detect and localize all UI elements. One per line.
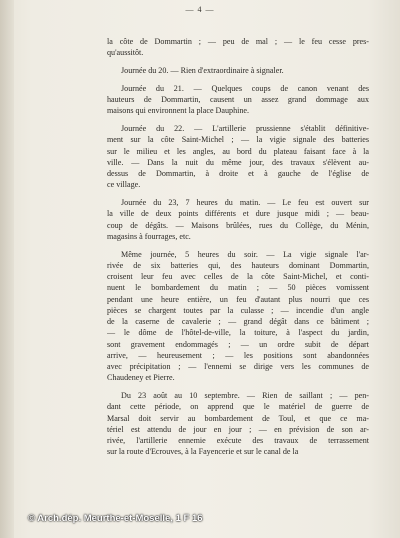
text-line: croisent leur feu avec celles de la côte Saint-Michel, et conti- bbox=[107, 272, 369, 281]
paragraph bbox=[107, 390, 369, 458]
text-line: arrive, — heureusement ; — les positions sont abandonnées bbox=[107, 350, 369, 360]
paragraph bbox=[107, 249, 369, 384]
text-line: ville. — Dans la nuit du même jour, des travaux s'élèvent au- bbox=[107, 157, 369, 167]
text-line: avec précipitation ; — l'ennemi se dirige vers les communes de bbox=[107, 362, 369, 371]
copyright-watermark: © Arch.dép. Meurthe-et-Moselle, 1 F 16 bbox=[28, 513, 203, 524]
text-line: rivée de six batteries qui, des hauteurs dominant Dommartin, bbox=[107, 260, 369, 270]
text-line: qu'aussitôt. bbox=[107, 48, 144, 58]
paragraph bbox=[107, 83, 369, 117]
text-line: Chaudeney et Pierre. bbox=[107, 373, 175, 383]
text-line: maisons qui environnent la place Dauphine. bbox=[107, 106, 250, 116]
text-line: la ville de deux points différents et dure jusque midi ; — beau- bbox=[107, 209, 369, 219]
text-line: la côte de Dommartin ; — peu de mal ; — le feu cesse pres- bbox=[107, 37, 369, 46]
text-line: dant cette période, on apprend que le matériel de guerre de bbox=[107, 402, 369, 412]
paragraph bbox=[107, 123, 369, 191]
page-number: — 4 — bbox=[185, 5, 215, 14]
text-line: Journée du 22. — L'artillerie prussienne s'établit définitive- bbox=[121, 124, 369, 133]
paragraph bbox=[107, 65, 369, 76]
text-line: — le dôme de l'hôtel-de-ville, la toiture, à l'aspect du jardin, bbox=[107, 328, 369, 338]
text-line: rivée, l'artillerie ennemie exécute des travaux de terrassement bbox=[107, 436, 369, 445]
text-line: pièces se chargent toutes par la culasse ; — incendie d'un angle bbox=[107, 305, 369, 315]
text-line: tériel est attendu de jour en jour ; — en prévision de son ar- bbox=[107, 424, 369, 434]
text-line: ment sur la côte Saint-Michel ; — la vigie signale des batteries bbox=[107, 135, 369, 145]
text-line: sont gravement endommagés ; — un ordre subit de départ bbox=[107, 339, 369, 349]
paragraph bbox=[107, 36, 369, 59]
text-line: Journée du 20. — Rien d'extraordinaire à signaler. bbox=[121, 66, 284, 75]
text-line: pendant une heure entière, un feu d'autant plus nourri que ces bbox=[107, 294, 369, 304]
text-line: Journée du 23, 7 heures du matin. — Le feu est ouvert sur bbox=[121, 198, 369, 207]
text-line: Du 23 août au 10 septembre. — Rien de saillant ; — pen- bbox=[121, 391, 369, 400]
text-line: magasins à fourrages, etc. bbox=[107, 231, 191, 241]
text-line: Même journée, 5 heures du soir. — La vigie signale l'ar- bbox=[121, 249, 369, 259]
text-line: dessus de Dommartin, à droite et à gauche de l'église de bbox=[107, 169, 369, 178]
text-line: sur la route d'Ecrouves, à la Fayencerie et sur le canal de la bbox=[107, 447, 299, 457]
page-edge-shadow bbox=[0, 0, 14, 538]
paragraph bbox=[107, 197, 369, 242]
text-line: ce village. bbox=[107, 180, 141, 190]
text-line: de la caserne de cavalerie ; — grand dégât dans ce bâtiment ; bbox=[107, 317, 369, 326]
body-text bbox=[107, 36, 369, 464]
text-line: coup de dégâts. — Maisons brûlées, rues du Collège, du Ménin, bbox=[107, 220, 369, 230]
text-line: Marsal doit servir au bombardement de Toul, et que ce ma- bbox=[107, 413, 369, 423]
text-line: nuent le bombardement du matin ; — 50 pièces vomissent bbox=[107, 283, 369, 293]
text-line: sur le milieu et les angles, au bord du plateau faisant face à la bbox=[107, 146, 369, 156]
text-line: hauteurs de Dommartin, causent un assez grand dommage aux bbox=[107, 95, 369, 104]
text-line: Journée du 21. — Quelques coups de canon venant des bbox=[121, 83, 369, 93]
